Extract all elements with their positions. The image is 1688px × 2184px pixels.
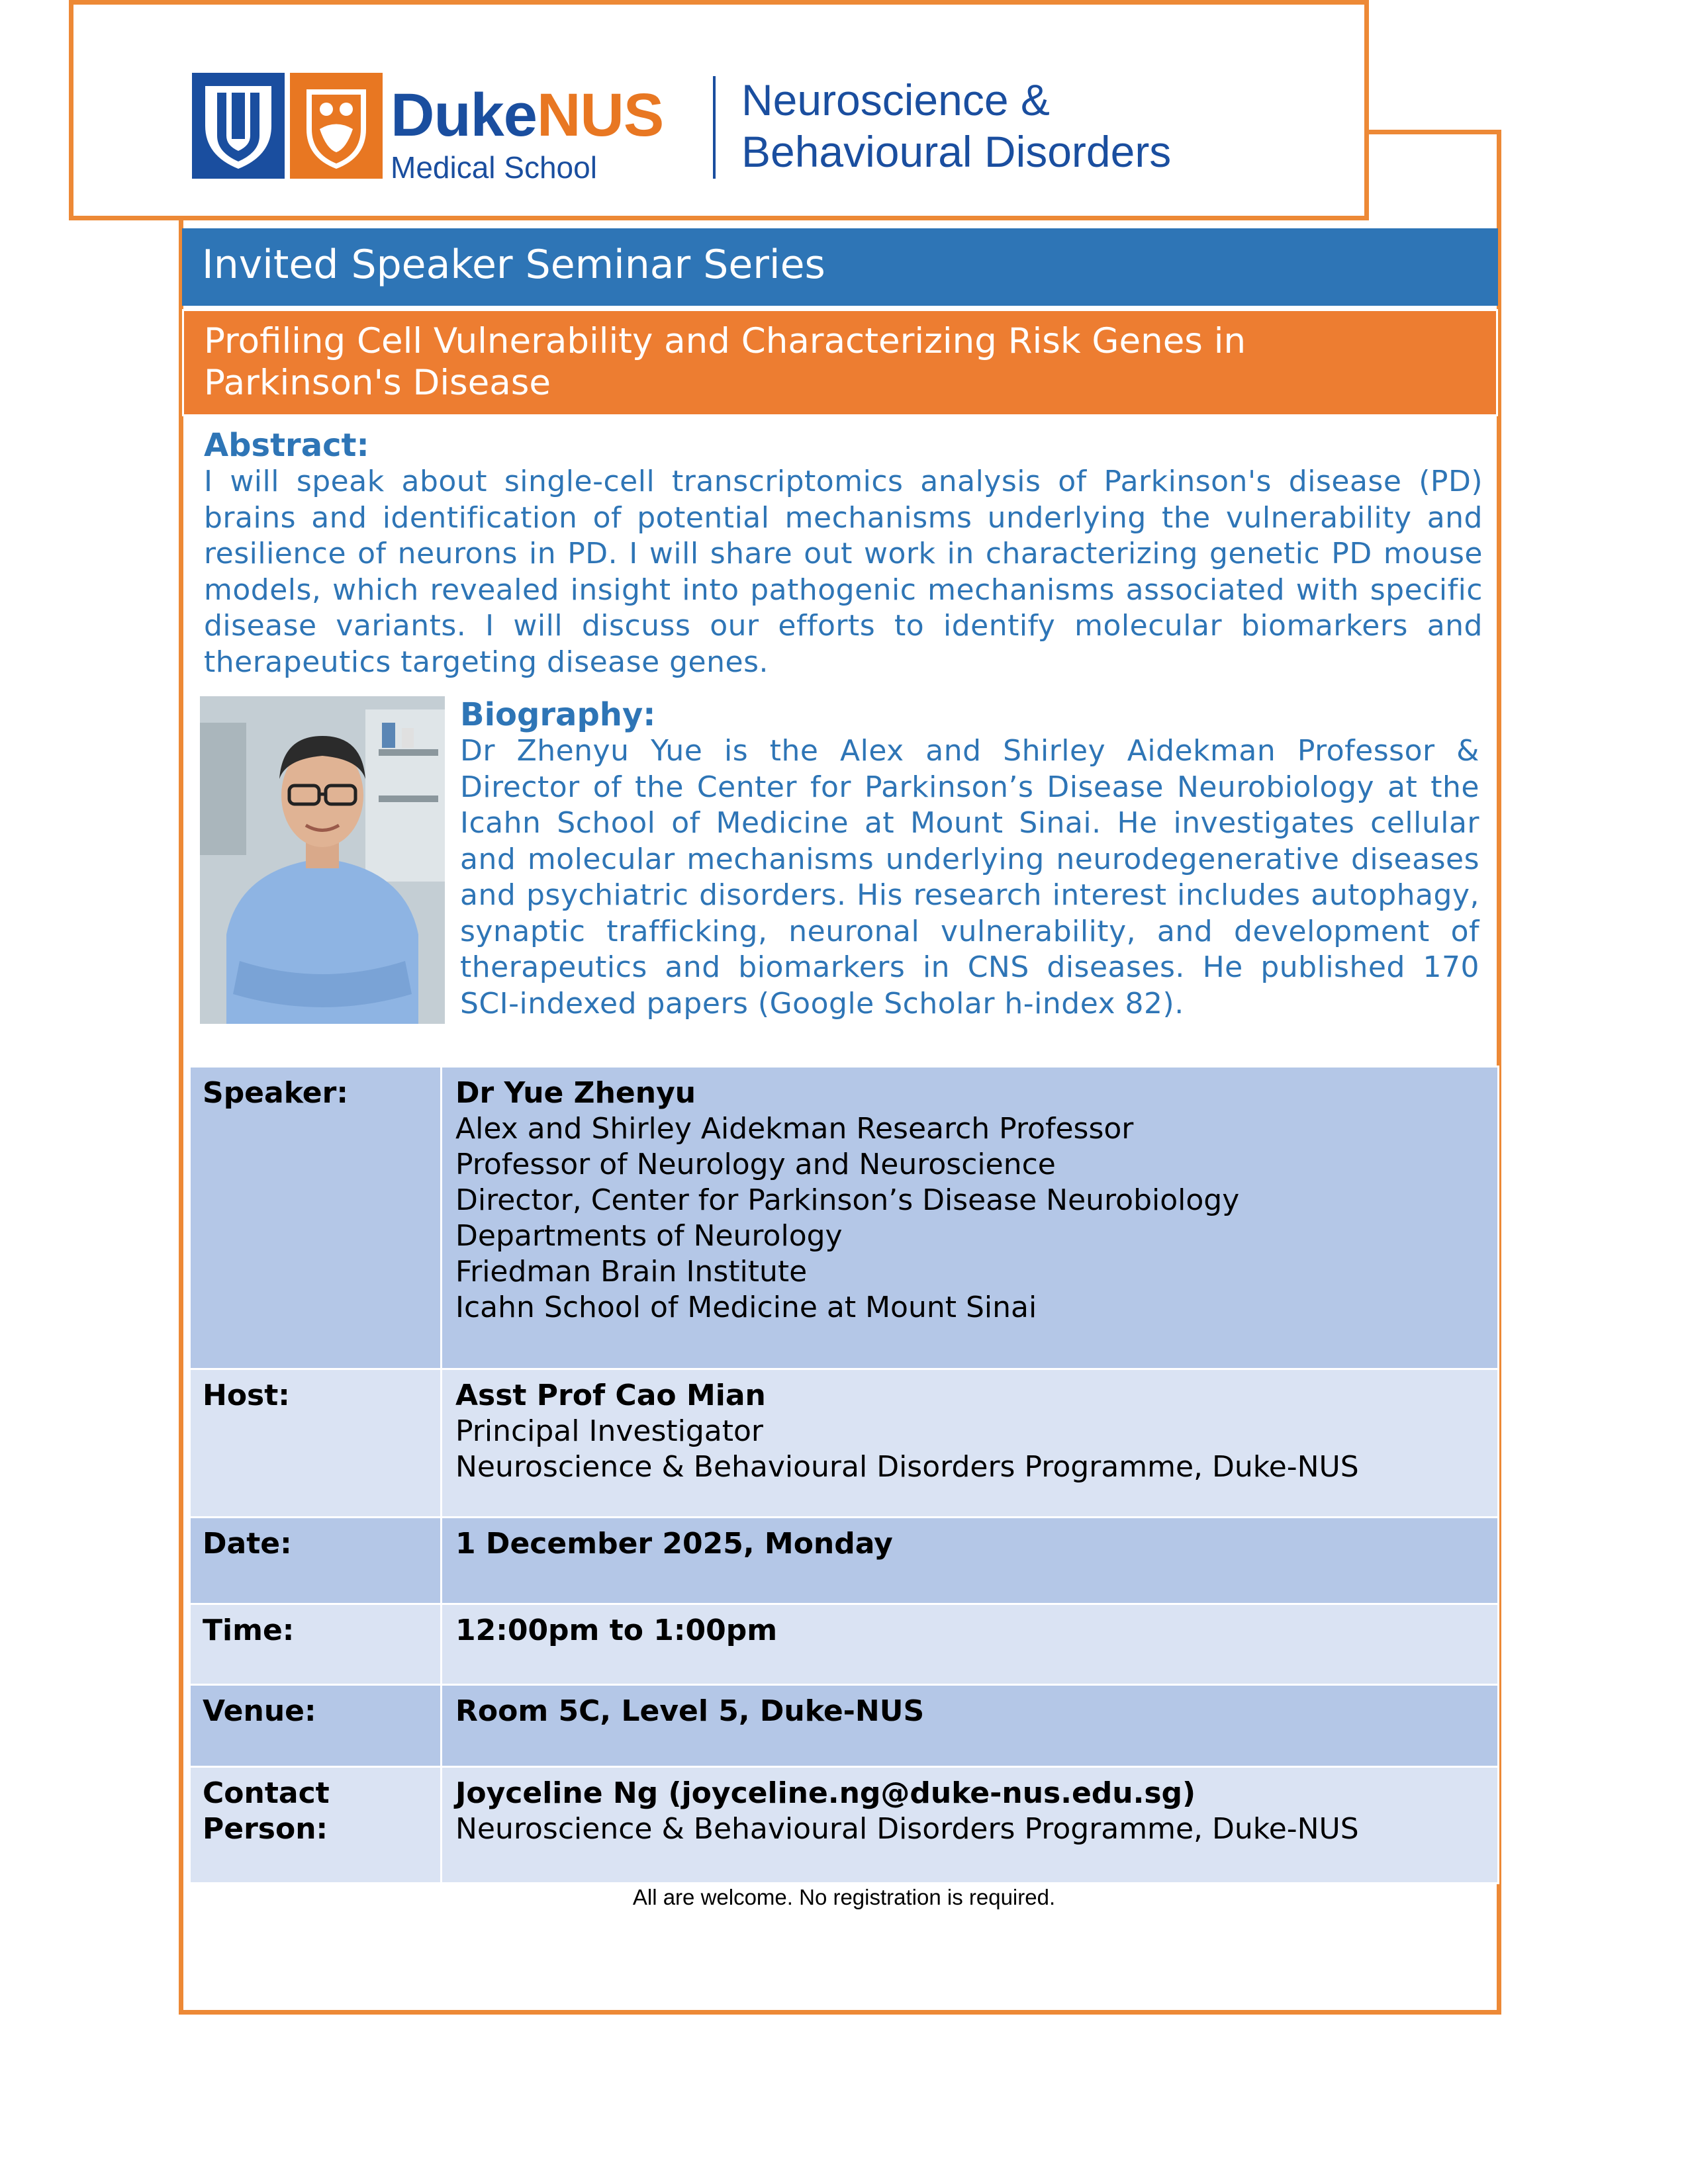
speaker-line: Friedman Brain Institute (455, 1255, 808, 1289)
venue-value: Room 5C, Level 5, Duke-NUS (442, 1685, 1499, 1767)
event-details-table (189, 1066, 1499, 1884)
host-line: Principal Investigator (455, 1414, 764, 1448)
abstract-text: I will speak about single-cell transcriptomics analysis of Parkinson's disease (PD) brains and identification of potential mechanisms underlying the vulnerability and resilience of neurons in PD. I will share out work in characterizing genetic PD mouse models, which revealed insight into pathogenic mechanisms associated with specific disease variants. I will discuss our efforts to identify molecular biomarkers and therapeutics targeting disease genes. (204, 465, 1483, 679)
time-value: 12:00pm to 1:00pm (442, 1604, 1499, 1685)
nus-crest-icon (290, 73, 383, 179)
time-label: Time: (190, 1604, 442, 1685)
host-line: Neuroscience & Behavioural Disorders Programme, Duke-NUS (455, 1450, 1359, 1484)
venue-label: Venue: (190, 1685, 442, 1767)
table-row-host (190, 1369, 1499, 1518)
table-row-time (190, 1604, 1499, 1685)
contact-label: Contact Person: (190, 1767, 442, 1884)
date-value: 1 December 2025, Monday (442, 1518, 1499, 1604)
department-name: Neuroscience & Behavioural Disorders (741, 75, 1172, 176)
abstract-heading: Abstract: (204, 427, 369, 464)
speaker-line: Professor of Neurology and Neuroscience (455, 1148, 1056, 1181)
speaker-line: Alex and Shirley Aidekman Research Professor (455, 1112, 1134, 1146)
host-name: Asst Prof Cao Mian (455, 1379, 766, 1412)
footer-note: All are welcome. No registration is required. (632, 1885, 1056, 1909)
speaker-label: Speaker: (190, 1067, 442, 1369)
duke-nus-logo (192, 73, 708, 185)
date-label: Date: (190, 1518, 442, 1604)
talk-title-banner (182, 309, 1498, 416)
biography-text: Dr Zhenyu Yue is the Alex and Shirley Aidekman Professor & Director of the Center for Parkinson’s Disease Neurobiology at the Icahn School of Medicine at Mount Sinai. He investigates cellular and molecular mechanisms underlying neurodegenerative diseases and psychiatric disorders. His research interest includes autophagy, synaptic trafficking, neuronal vulnerability, and development of therapeutics and biomarkers in CNS diseases. He published 170 SCI-indexed papers (Google Scholar h-index 82). (460, 734, 1479, 1021)
host-label: Host: (190, 1369, 442, 1518)
biography-heading: Biography: (460, 696, 656, 733)
contact-line: Neuroscience & Behavioural Disorders Programme, Duke-NUS (455, 1812, 1359, 1846)
contact-value (442, 1767, 1499, 1884)
series-banner (182, 228, 1498, 306)
logo-subtitle: Medical School (391, 150, 597, 185)
biography-section (460, 696, 1479, 1022)
logo-wordmark: DukeNUS (391, 81, 664, 149)
speaker-photo (200, 696, 445, 1024)
series-title: Invited Speaker Seminar Series (202, 242, 825, 288)
speaker-line: Departments of Neurology (455, 1219, 843, 1253)
logo-divider (713, 76, 716, 179)
talk-title: Profiling Cell Vulnerability and Characterizing Risk Genes in Parkinson's Disease (204, 321, 1246, 403)
duke-shield-icon (192, 73, 285, 179)
table-row-venue (190, 1685, 1499, 1767)
host-value (442, 1369, 1499, 1518)
speaker-value (442, 1067, 1499, 1369)
speaker-name: Dr Yue Zhenyu (455, 1076, 696, 1110)
contact-name: Joyceline Ng (joyceline.ng@duke-nus.edu.sg) (455, 1776, 1196, 1810)
speaker-line: Icahn School of Medicine at Mount Sinai (455, 1291, 1037, 1324)
table-row-speaker (190, 1067, 1499, 1369)
abstract-section (204, 427, 1483, 680)
speaker-line: Director, Center for Parkinson’s Disease Neurobiology (455, 1183, 1240, 1217)
table-row-date (190, 1518, 1499, 1604)
table-row-contact (190, 1767, 1499, 1884)
